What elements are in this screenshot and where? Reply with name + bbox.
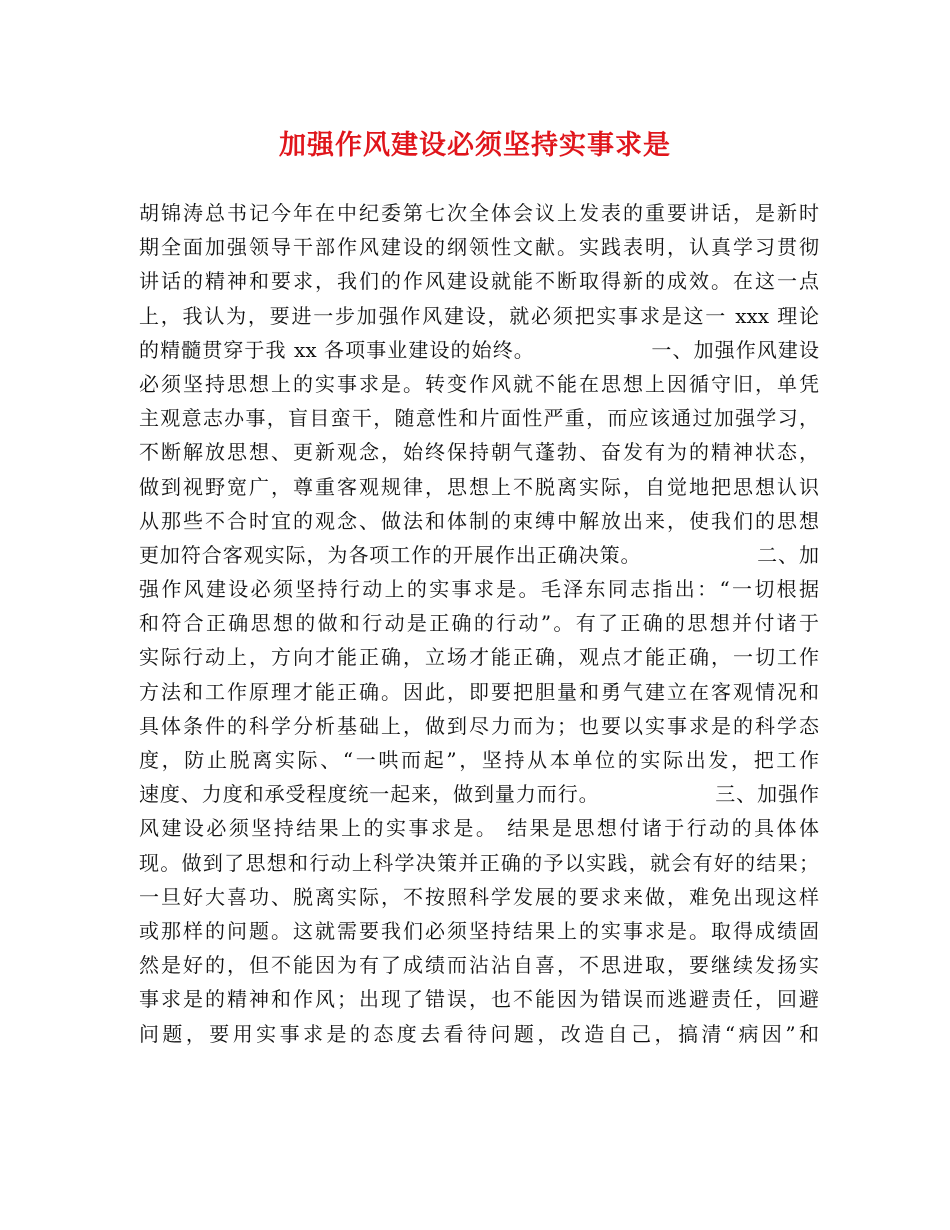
body-line: 事求是的精神和作风；出现了错误，也不能因为错误而逃避责任，回避 [139, 987, 819, 1012]
body-line: 具体条件的科学分析基础上，做到尽力而为；也要以实事求是的科学态 [139, 713, 819, 738]
body-line: 上，我认为，要进一步加强作风建设，就必须把实事求是这一 xxx 理论 [139, 303, 819, 328]
body-line: 的精髓贯穿于我 xx 各项事业建设的始终。 一、加强作风建设 [139, 337, 819, 362]
body-line: 主观意志办事，盲目蛮干，随意性和片面性严重，而应该通过加强学习， [139, 406, 819, 431]
body-line: 期全面加强领导干部作风建设的纲领性文献。实践表明，认真学习贯彻 [139, 235, 819, 260]
body-line: 和符合正确思想的做和行动是正确的行动”。有了正确的思想并付诸于 [139, 611, 819, 636]
body-line: 做到视野宽广，尊重客观规律，思想上不脱离实际，自觉地把思想认识 [139, 474, 819, 499]
body-line: 强作风建设必须坚持行动上的实事求是。毛泽东同志指出：“一切根据 [139, 577, 819, 602]
body-line: 问题，要用实事求是的态度去看待问题，改造自己，搞清“病因”和 [139, 1021, 819, 1046]
body-line: 不断解放思想、更新观念，始终保持朝气蓬勃、奋发有为的精神状态， [139, 440, 819, 465]
body-line: 更加符合客观实际，为各项工作的开展作出正确决策。 二、加 [139, 542, 819, 567]
document-body [139, 196, 819, 1051]
body-line: 风建设必须坚持结果上的实事求是。 结果是思想付诸于行动的具体体 [139, 816, 819, 841]
body-line: 胡锦涛总书记今年在中纪委第七次全体会议上发表的重要讲话，是新时 [139, 201, 819, 225]
body-line: 从那些不合时宜的观念、做法和体制的束缚中解放出来，使我们的思想 [139, 508, 819, 533]
body-line: 度，防止脱离实际、“一哄而起”，坚持从本单位的实际出发，把工作 [139, 748, 819, 772]
body-line: 速度、力度和承受程度统一起来，做到量力而行。 三、加强作 [139, 782, 819, 807]
body-line: 方法和工作原理才能正确。因此，即要把胆量和勇气建立在客观情况和 [139, 679, 819, 704]
document-title: 加强作风建设必须坚持实事求是 [279, 130, 671, 161]
body-line: 现。做到了思想和行动上科学决策并正确的予以实践，就会有好的结果； [139, 850, 819, 875]
body-line: 实际行动上，方向才能正确，立场才能正确，观点才能正确，一切工作 [139, 645, 819, 670]
body-line: 讲话的精神和要求，我们的作风建设就能不断取得新的成效。在这一点 [139, 269, 819, 294]
body-line: 然是好的，但不能因为有了成绩而沾沾自喜，不思进取，要继续发扬实 [139, 953, 819, 978]
body-line: 必须坚持思想上的实事求是。转变作风就不能在思想上因循守旧，单凭 [139, 371, 819, 396]
body-line: 一旦好大喜功、脱离实际，不按照科学发展的要求来做，难免出现这样 [139, 884, 819, 909]
body-line: 或那样的问题。这就需要我们必须坚持结果上的实事求是。取得成绩固 [139, 918, 819, 943]
